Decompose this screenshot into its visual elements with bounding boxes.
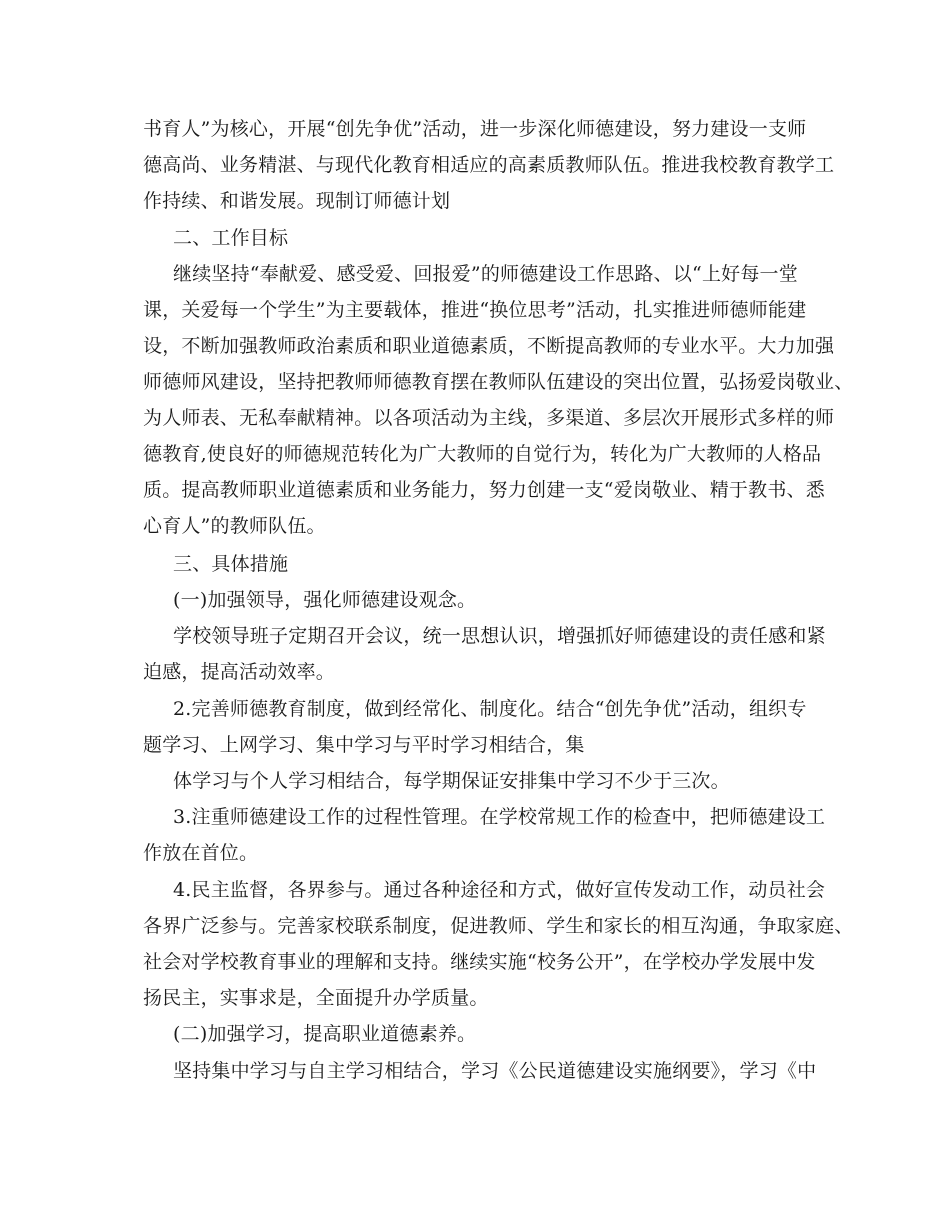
paragraph-line: 质。提高教师职业道德素质和业务能力，努力创建一支“爱岗敬业、精于教书、悉 (143, 479, 825, 501)
section-heading: 三、具体措施 (173, 553, 289, 575)
paragraph-line: 社会对学校教育事业的理解和支持。继续实施“校务公开”，在学校办学发展中发 (143, 951, 816, 973)
paragraph-line: 3.注重师德建设工作的过程性管理。在学校常规工作的检查中，把师德建设工 (173, 806, 826, 828)
paragraph-line: 作放在首位。 (143, 842, 259, 864)
paragraph-line: 迫感，提高活动效率。 (143, 661, 336, 683)
paragraph-line: 体学习与个人学习相结合，每学期保证安排集中学习不少于三次。 (173, 770, 730, 792)
paragraph-line: 坚持集中学习与自主学习相结合，学习《公民道德建设实施纲要》，学习《中 (173, 1060, 817, 1082)
paragraph-line: 4.民主监督，各界参与。通过各种途径和方式，做好宣传发动工作，动员社会 (173, 879, 826, 901)
paragraph-line: 2.完善师德教育制度，做到经常化、制度化。结合“创先争优”活动，组织专 (173, 698, 807, 720)
paragraph-line: 作持续、和谐发展。现制订师德计划 (143, 190, 451, 212)
paragraph-line: 学校领导班子定期召开会议，统一思想认识，增强抓好师德建设的责任感和紧 (173, 625, 826, 647)
section-heading: 二、工作目标 (173, 227, 289, 249)
paragraph-line: 各界广泛参与。完善家校联系制度，促进教师、学生和家长的相互沟通，争取家庭、 (143, 915, 854, 937)
paragraph-line: 扬民主，实事求是，全面提升办学质量。 (143, 987, 489, 1009)
paragraph-line: 继续坚持“奉献爱、感受爱、回报爱”的师德建设工作思路、以“上好每一堂 (173, 263, 798, 285)
subsection-heading: (一)加强领导，强化师德建设观念。 (173, 589, 477, 611)
paragraph-line: 德教育,使良好的师德规范转化为广大教师的自觉行为，转化为广大教师的人格品 (143, 443, 822, 465)
paragraph-line: 为人师表、无私奉献精神。以各项活动为主线，多渠道、多层次开展形式多样的师 (143, 407, 835, 429)
paragraph-line: 设，不断加强教师政治素质和职业道德素质，不断提高教师的专业水平。大力加强 (143, 335, 835, 357)
paragraph-line: 题学习、上网学习、集中学习与平时学习相结合，集 (143, 734, 585, 756)
paragraph-line: 心育人”的教师队伍。 (143, 515, 326, 537)
paragraph-line: 德高尚、业务精湛、与现代化教育相适应的高素质教师队伍。推进我校教育教学工 (143, 154, 835, 176)
subsection-heading: (二)加强学习，提高职业道德素养。 (173, 1023, 477, 1045)
paragraph-line: 课，关爱每一个学生”为主要载体，推进“换位思考”活动，扎实推进师德师能建 (143, 299, 807, 321)
paragraph-line: 书育人”为核心，开展“创先争优”活动，进一步深化师德建设，努力建设一支师 (143, 118, 807, 140)
paragraph-line: 师德师风建设，坚持把教师师德教育摆在教师队伍建设的突出位置，弘扬爱岗敬业、 (143, 371, 854, 393)
